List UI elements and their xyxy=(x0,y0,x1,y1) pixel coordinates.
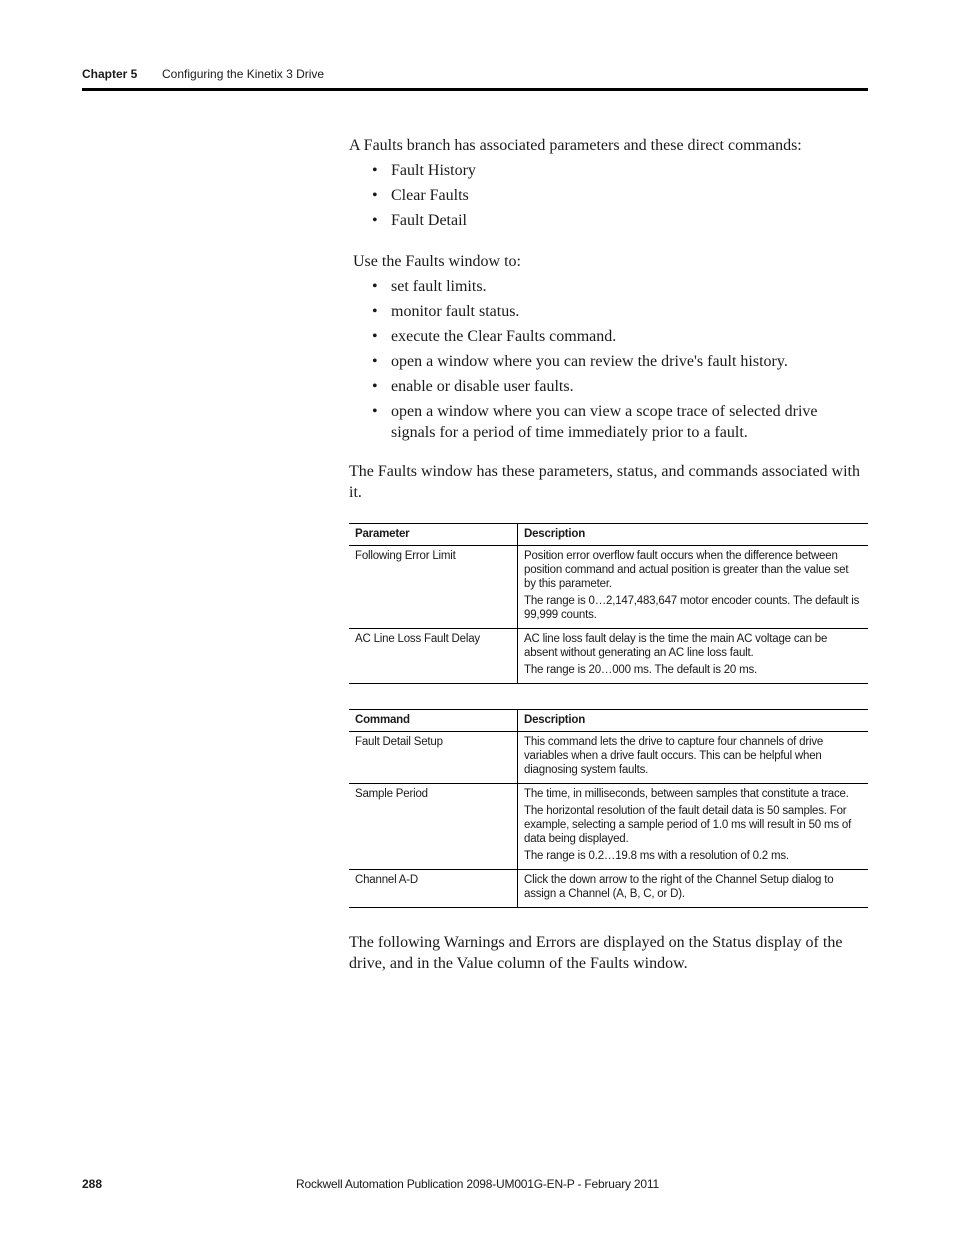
command-name: Channel A-D xyxy=(349,870,518,908)
column-header-description: Description xyxy=(518,524,869,546)
command-description xyxy=(518,732,869,784)
list-item: • enable or disable user faults. xyxy=(372,376,862,397)
parameter-name: AC Line Loss Fault Delay xyxy=(349,629,518,684)
description-line: The range is 20…000 ms. The default is 20 ms. xyxy=(524,664,758,676)
command-description xyxy=(518,870,869,908)
closing-paragraph: The following Warnings and Errors are displayed on the Status display of the drive, and in the Value column of the Faults window. xyxy=(349,934,843,972)
list-item: • monitor fault status. xyxy=(372,301,862,322)
column-header-command: Command xyxy=(349,710,518,732)
publication-info: Rockwell Automation Publication 2098-UM001G-EN-P - February 2011 xyxy=(296,1177,659,1191)
table-row xyxy=(349,784,868,870)
parameter-description xyxy=(518,546,869,629)
list-item: • Fault Detail xyxy=(372,210,868,231)
command-name: Sample Period xyxy=(349,784,518,870)
command-table xyxy=(349,709,868,908)
column-header-description: Description xyxy=(518,710,869,732)
list-item: • Clear Faults xyxy=(372,185,868,206)
parameter-table xyxy=(349,523,868,684)
page-number: 288 xyxy=(82,1177,103,1191)
list-item: • Fault History xyxy=(372,160,868,181)
command-name: Fault Detail Setup xyxy=(349,732,518,784)
page-header xyxy=(82,66,868,82)
table-row xyxy=(349,546,868,629)
description-line: This command lets the drive to capture four channels of drive variables when a drive fault occurs. This can be helpful when diagnosing system faults. xyxy=(524,736,824,776)
table-header-row xyxy=(349,710,868,732)
description-line: The horizontal resolution of the fault detail data is 50 samples. For example, selecting a sample period of 1.0 ms will result in 50 ms of data being displayed. xyxy=(524,805,852,845)
intro-paragraph: A Faults branch has associated parameters and these direct commands: xyxy=(349,137,802,154)
table-header-row xyxy=(349,524,868,546)
list-item: • open a window where you can review the drive's fault history. xyxy=(372,351,862,372)
column-header-parameter: Parameter xyxy=(349,524,518,546)
parameter-description xyxy=(518,629,869,684)
description-line: Position error overflow fault occurs when the difference between position command and actual position is greater than the value set by this parameter. xyxy=(524,550,849,590)
table-intro-paragraph: The Faults window has these parameters, status, and commands associated with it. xyxy=(349,463,860,501)
description-line: The range is 0…2,147,483,647 motor encoder counts. The default is 99,999 counts. xyxy=(524,595,860,621)
chapter-title: Configuring the Kinetix 3 Drive xyxy=(162,67,325,81)
chapter-label: Chapter 5 xyxy=(82,67,138,81)
header-rule xyxy=(82,88,868,91)
list-item: • execute the Clear Faults command. xyxy=(372,326,862,347)
uses-paragraph: Use the Faults window to: xyxy=(353,253,521,270)
description-line: The time, in milliseconds, between samples that constitute a trace. xyxy=(524,788,849,800)
table-row xyxy=(349,870,868,908)
table-row xyxy=(349,732,868,784)
description-line: Click the down arrow to the right of the Channel Setup dialog to assign a Channel (A, B, C, or D). xyxy=(524,874,834,900)
command-description xyxy=(518,784,869,870)
parameter-name: Following Error Limit xyxy=(349,546,518,629)
direct-commands-list xyxy=(372,160,868,235)
list-item: • open a window where you can view a scope trace of selected drive signals for a period of time immediately prior to a fault. xyxy=(372,401,862,443)
uses-list xyxy=(372,276,862,447)
description-line: The range is 0.2…19.8 ms with a resolution of 0.2 ms. xyxy=(524,850,789,862)
table-row xyxy=(349,629,868,684)
list-item: • set fault limits. xyxy=(372,276,862,297)
description-line: AC line loss fault delay is the time the main AC voltage can be absent without generating an AC line loss fault. xyxy=(524,633,828,659)
